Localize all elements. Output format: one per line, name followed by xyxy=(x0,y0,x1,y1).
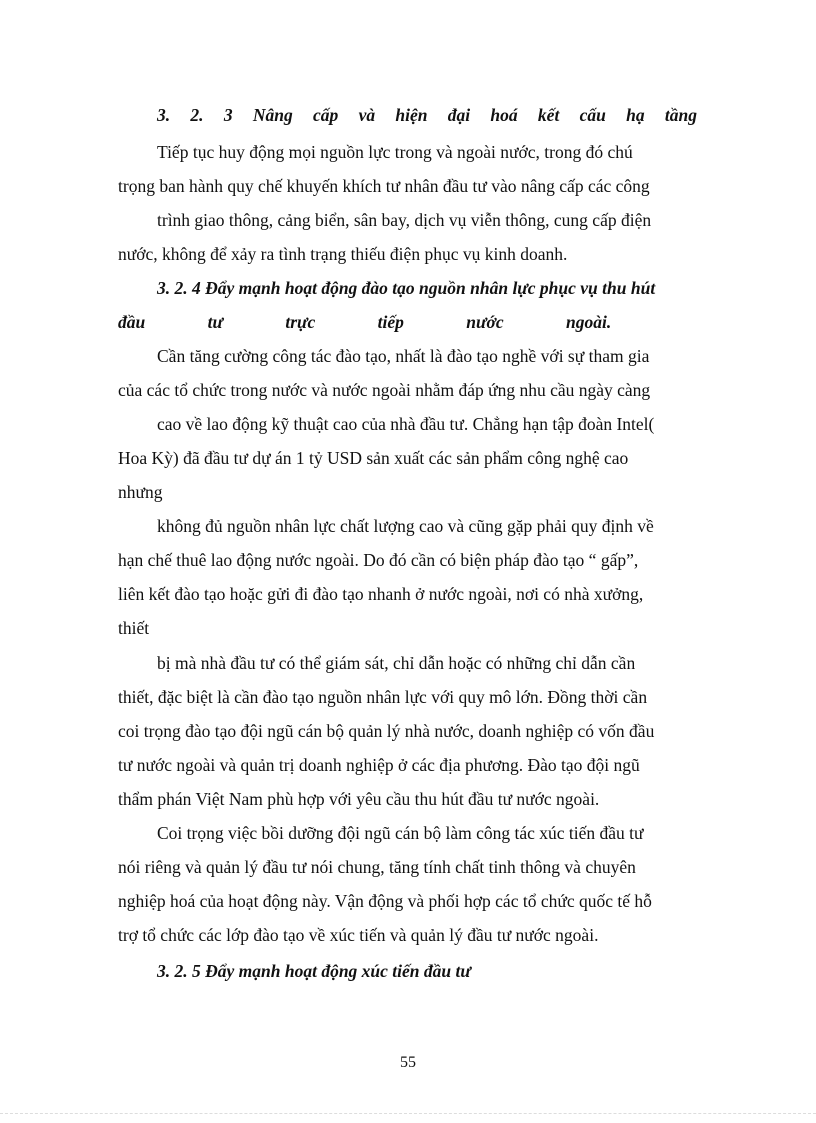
paragraph-line: cao về lao động kỹ thuật cao của nhà đầu tư. Chẳng hạn tập đoàn Intel( xyxy=(157,414,655,434)
paragraph-line: trọng ban hành quy chế khuyến khích tư nhân đầu tư vào nâng cấp các công xyxy=(118,176,650,196)
paragraph-line: liên kết đào tạo hoặc gửi đi đào tạo nhanh ở nước ngoài, nơi có nhà xưởng, xyxy=(118,584,644,604)
section-heading-3-2-5: 3. 2. 5 Đẩy mạnh hoạt động xúc tiến đầu tư xyxy=(157,961,471,981)
paragraph-line: thiết xyxy=(118,618,150,638)
paragraph-line: hạn chế thuê lao động nước ngoài. Do đó cần có biện pháp đào tạo “ gấp”, xyxy=(118,550,639,570)
paragraph-line: Tiếp tục huy động mọi nguồn lực trong và ngoài nước, trong đó chú xyxy=(157,142,633,162)
paragraph-line: nhưng xyxy=(118,482,163,502)
paragraph-line: của các tổ chức trong nước và nước ngoài nhằm đáp ứng nhu cầu ngày càng xyxy=(118,380,651,400)
section-heading-3-2-4-cont: đầu tư trực tiếp nước ngoài. xyxy=(118,312,612,332)
paragraph-line: coi trọng đào tạo đội ngũ cán bộ quản lý nhà nước, doanh nghiệp có vốn đầu xyxy=(118,721,655,741)
paragraph-line: nghiệp hoá của hoạt động này. Vận động và phối hợp các tổ chức quốc tế hỗ xyxy=(118,891,652,911)
page-bottom-divider xyxy=(0,1113,816,1114)
paragraph-line: bị mà nhà đầu tư có thể giám sát, chỉ dẫn hoặc có những chỉ dẫn cần xyxy=(157,653,636,673)
paragraph-line: nước, không để xảy ra tình trạng thiếu điện phục vụ kinh doanh. xyxy=(118,244,568,264)
paragraph-line: nói riêng và quản lý đầu tư nói chung, tăng tính chất tinh thông và chuyên xyxy=(118,857,636,877)
paragraph-line: tư nước ngoài và quản trị doanh nghiệp ở các địa phương. Đào tạo đội ngũ xyxy=(118,755,640,775)
section-heading-3-2-3: 3. 2. 3 Nâng cấp và hiện đại hoá kết cấu hạ tầng xyxy=(157,105,697,125)
paragraph-line: thẩm phán Việt Nam phù hợp với yêu cầu thu hút đầu tư nước ngoài. xyxy=(118,789,600,809)
paragraph-line: thiết, đặc biệt là cần đào tạo nguồn nhân lực với quy mô lớn. Đồng thời cần xyxy=(118,687,648,707)
paragraph-line: trợ tổ chức các lớp đào tạo về xúc tiến và quản lý đầu tư nước ngoài. xyxy=(118,925,599,945)
paragraph-line: Cần tăng cường công tác đào tạo, nhất là đào tạo nghề với sự tham gia xyxy=(157,346,650,366)
section-heading-3-2-4: 3. 2. 4 Đẩy mạnh hoạt động đào tạo nguồn nhân lực phục vụ thu hút xyxy=(157,278,656,298)
paragraph-line: Coi trọng việc bồi dưỡng đội ngũ cán bộ làm công tác xúc tiến đầu tư xyxy=(157,823,644,843)
paragraph-line: trình giao thông, cảng biển, sân bay, dịch vụ viễn thông, cung cấp điện xyxy=(157,210,652,230)
page-number: 55 xyxy=(400,1054,416,1071)
paragraph-line: Hoa Kỳ) đã đầu tư dự án 1 tỷ USD sản xuất các sản phẩm công nghệ cao xyxy=(118,448,629,468)
paragraph-line: không đủ nguồn nhân lực chất lượng cao và cũng gặp phải quy định về xyxy=(157,516,654,536)
